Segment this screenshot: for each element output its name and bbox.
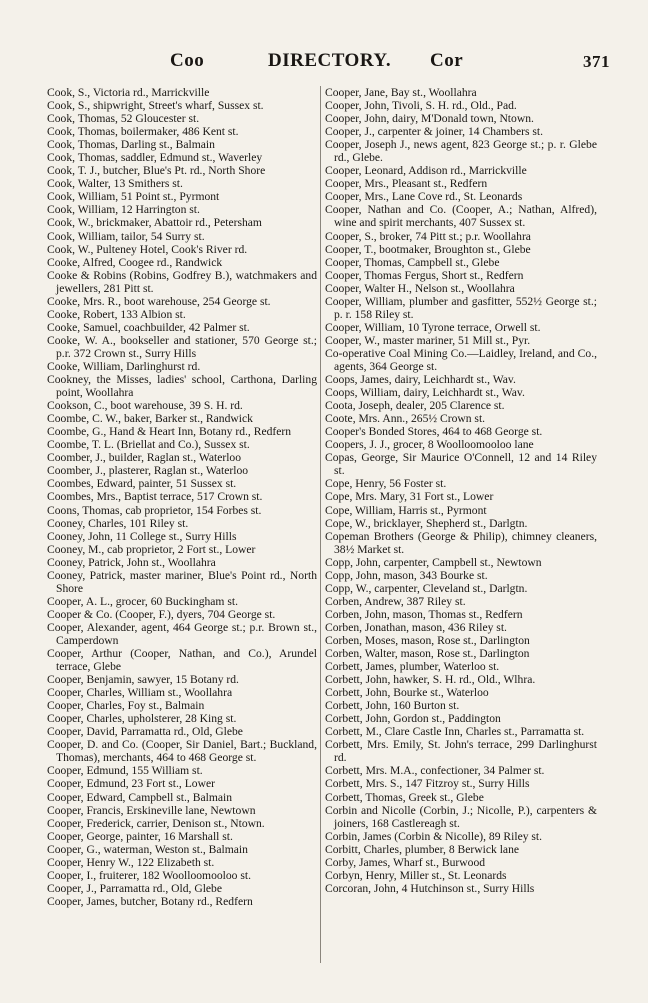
page-number: 371 bbox=[583, 52, 610, 71]
directory-entry: Cooper, Arthur (Cooper, Nathan, and Co.), Arundel terrace, Glebe bbox=[47, 647, 317, 674]
directory-entry: Cook, W., Pulteney Hotel, Cook's River rd. bbox=[47, 242, 248, 256]
directory-entry: Cooper, David, Parramatta rd., Old, Glebe bbox=[47, 725, 243, 739]
directory-entry: Cooper, Charles, upholsterer, 28 King st. bbox=[47, 712, 237, 726]
directory-entry: Cooper, Benjamin, sawyer, 15 Botany rd. bbox=[47, 673, 239, 687]
directory-entry: Cooper, Mrs., Pleasant st., Redfern bbox=[325, 177, 488, 191]
directory-entry: Coombes, Edward, painter, 51 Sussex st. bbox=[47, 477, 237, 491]
directory-entry: Cook, William, tailor, 54 Surry st. bbox=[47, 229, 205, 243]
directory-entry: Cooney, Charles, 101 Riley st. bbox=[47, 516, 189, 530]
directory-entry: Cook, Walter, 13 Smithers st. bbox=[47, 177, 183, 191]
directory-entry: Cooper, Frederick, carrier, Denison st., Ntown. bbox=[47, 816, 265, 830]
directory-entry: Corbin, James (Corbin & Nicolle), 89 Riley st. bbox=[325, 829, 543, 843]
directory-entry: Cook, S., Victoria rd., Marrickville bbox=[47, 86, 210, 99]
directory-entry: Cooke, Alfred, Coogee rd., Randwick bbox=[47, 255, 223, 269]
directory-entry: Cooper, Edward, Campbell st., Balmain bbox=[47, 790, 233, 804]
directory-entry: Corbett, Mrs. Emily, St. John's terrace, 299 Darlinghurst rd. bbox=[325, 738, 597, 765]
directory-entry: Corby, James, Wharf st., Burwood bbox=[325, 855, 486, 869]
directory-entry: Cooper, William, 10 Tyrone terrace, Orwell st. bbox=[325, 320, 541, 334]
page-header bbox=[40, 50, 610, 80]
directory-entry: Copp, W., carpenter, Cleveland st., Darlgtn. bbox=[325, 581, 528, 595]
directory-entry: Coombe, G., Hand & Heart Inn, Botany rd., Redfern bbox=[47, 425, 292, 439]
directory-entry: Cope, Henry, 56 Foster st. bbox=[325, 477, 447, 491]
directory-entry: Cooper, Mrs., Lane Cove rd., St. Leonards bbox=[325, 190, 523, 204]
directory-entry: Corbett, John, 160 Burton st. bbox=[325, 699, 460, 713]
directory-entry: Coops, James, dairy, Leichhardt st., Wav. bbox=[325, 373, 516, 387]
column-divider bbox=[320, 86, 321, 963]
directory-entry: Cooke, William, Darlinghurst rd. bbox=[47, 359, 201, 373]
directory-entry: Copp, John, carpenter, Campbell st., Newtown bbox=[325, 555, 542, 569]
directory-entry: Corben, Jonathan, mason, 436 Riley st. bbox=[325, 620, 507, 634]
directory-entry: Cooper, Charles, William st., Woollahra bbox=[47, 686, 233, 700]
directory-entry: Cooke, Samuel, coachbuilder, 42 Palmer st. bbox=[47, 320, 250, 334]
directory-entry: Coops, William, dairy, Leichhardt st., Wav. bbox=[325, 386, 525, 400]
directory-entry: Cookney, the Misses, ladies' school, Carthona, Darling point, Woollahra bbox=[47, 373, 317, 400]
directory-entry: Cooper, W., master mariner, 51 Mill st., Pyr. bbox=[325, 333, 531, 347]
directory-entry: Corben, Andrew, 387 Riley st. bbox=[325, 594, 466, 608]
directory-entry: Corbett, John, Bourke st., Waterloo bbox=[325, 686, 489, 700]
directory-entry: Corbett, John, hawker, S. H. rd., Old., Wlhra. bbox=[325, 673, 536, 687]
directory-entry: Corbett, Mrs. M.A., confectioner, 34 Palmer st. bbox=[325, 764, 545, 778]
directory-entry: Co-operative Coal Mining Co.—Laidley, Ireland, and Co., agents, 364 George st. bbox=[325, 346, 597, 373]
directory-entry: Corben, Walter, mason, Rose st., Darlington bbox=[325, 647, 530, 661]
directory-entry: Cooney, Patrick, John st., Woollahra bbox=[47, 555, 216, 569]
directory-entry: Corbyn, Henry, Miller st., St. Leonards bbox=[325, 868, 507, 882]
directory-entry: Cooper, J., carpenter & joiner, 14 Chambers st. bbox=[325, 125, 544, 139]
directory-entry: Cooke, Mrs. R., boot warehouse, 254 George st. bbox=[47, 294, 271, 308]
directory-entry: Cooper, Francis, Erskineville lane, Newtown bbox=[47, 803, 256, 817]
directory-entry: Copeman Brothers (George & Philip), chimney cleaners, 38½ Market st. bbox=[325, 529, 597, 556]
directory-entry: Corbett, James, plumber, Waterloo st. bbox=[325, 660, 500, 674]
directory-entry: Cooper, John, dairy, M'Donald town, Ntown. bbox=[325, 112, 534, 126]
directory-entry: Cooper, G., waterman, Weston st., Balmain bbox=[47, 842, 248, 856]
directory-entry: Cooper, D. and Co. (Cooper, Sir Daniel, Bart.; Buckland, Thomas), merchants, 464 to 468 George st. bbox=[47, 738, 317, 765]
directory-entry: Corbin and Nicolle (Corbin, J.; Nicolle, P.), carpenters & joiners, 168 Castlereagh st. bbox=[325, 803, 597, 830]
directory-entry: Coons, Thomas, cab proprietor, 154 Forbes st. bbox=[47, 503, 262, 517]
directory-entry: Cooper, Walter H., Nelson st., Woollahra bbox=[325, 281, 515, 295]
directory-entry: Cooper, Thomas, Campbell st., Glebe bbox=[325, 255, 500, 269]
directory-entry: Cooper, Jane, Bay st., Woollahra bbox=[325, 86, 477, 99]
header-title: DIRECTORY. bbox=[268, 50, 392, 71]
directory-entry: Coota, Joseph, dealer, 205 Clarence st. bbox=[325, 399, 505, 413]
directory-entry: Cooper, John, Tivoli, S. H. rd., Old., Pad. bbox=[325, 99, 517, 113]
directory-entry: Cook, William, 12 Harrington st. bbox=[47, 203, 200, 217]
directory-entry: Cooper, Charles, Foy st., Balmain bbox=[47, 699, 205, 713]
directory-entry: Cooper's Bonded Stores, 464 to 468 George st. bbox=[325, 425, 543, 439]
directory-entry: Cooper, Leonard, Addison rd., Marrickville bbox=[325, 164, 527, 178]
directory-entry: Cook, Thomas, boilermaker, 486 Kent st. bbox=[47, 125, 239, 139]
header-left-word: Coo bbox=[170, 50, 205, 71]
directory-entry: Cooke, Robert, 133 Albion st. bbox=[47, 307, 186, 321]
directory-entry: Cooper, Alexander, agent, 464 George st.; p.r. Brown st., Camperdown bbox=[47, 620, 317, 647]
directory-entry: Cooney, M., cab proprietor, 2 Fort st., Lower bbox=[47, 542, 256, 556]
header-right-word: Cor bbox=[430, 50, 464, 71]
directory-entry: Corbett, Thomas, Greek st., Glebe bbox=[325, 790, 484, 804]
directory-entry: Cook, S., shipwright, Street's wharf, Sussex st. bbox=[47, 99, 264, 113]
directory-entry: Cook, Thomas, saddler, Edmund st., Waverley bbox=[47, 151, 263, 165]
right-column bbox=[325, 86, 597, 895]
left-column bbox=[47, 86, 317, 908]
directory-entry: Cooper, J., Parramatta rd., Old, Glebe bbox=[47, 881, 223, 895]
directory-entry: Corben, John, mason, Thomas st., Redfern bbox=[325, 607, 523, 621]
directory-entry: Copp, John, mason, 343 Bourke st. bbox=[325, 568, 488, 582]
directory-entry: Cooper, William, plumber and gasfitter, 552½ George st.; p. r. 158 Riley st. bbox=[325, 294, 597, 321]
directory-entry: Cook, Thomas, 52 Gloucester st. bbox=[47, 112, 200, 126]
directory-entry: Cope, W., bricklayer, Shepherd st., Darlgtn. bbox=[325, 516, 528, 530]
directory-entry: Cooke & Robins (Robins, Godfrey B.), watchmakers and jewellers, 281 Pitt st. bbox=[47, 268, 317, 295]
directory-entry: Cooper, T., bootmaker, Broughton st., Glebe bbox=[325, 242, 531, 256]
directory-entry: Coombe, T. L. (Briellat and Co.), Sussex st. bbox=[47, 438, 250, 452]
directory-entry: Cooney, John, 11 College st., Surry Hills bbox=[47, 529, 237, 543]
directory-entry: Cooper, I., fruiterer, 182 Woolloomooloo st. bbox=[47, 868, 252, 882]
directory-entry: Coomber, J., builder, Raglan st., Waterloo bbox=[47, 451, 242, 465]
directory-entry: Corcoran, John, 4 Hutchinson st., Surry Hills bbox=[325, 881, 535, 895]
directory-entry: Cooke, W. A., bookseller and stationer, 570 George st.; p.r. 372 Crown st., Surry Hills bbox=[47, 333, 317, 360]
directory-entry: Cooney, Patrick, master mariner, Blue's Point rd., North Shore bbox=[47, 568, 317, 595]
directory-entry: Corbett, John, Gordon st., Paddington bbox=[325, 712, 501, 726]
directory-entry: Cooper & Co. (Cooper, F.), dyers, 704 George st. bbox=[47, 607, 276, 621]
directory-entry: Cook, Thomas, Darling st., Balmain bbox=[47, 138, 215, 152]
directory-entry: Cook, T. J., butcher, Blue's Pt. rd., North Shore bbox=[47, 164, 266, 178]
directory-entry: Corben, Moses, mason, Rose st., Darlington bbox=[325, 633, 530, 647]
directory-entry: Cooper, S., broker, 74 Pitt st.; p.r. Woollahra bbox=[325, 229, 531, 243]
directory-entry: Cope, William, Harris st., Pyrmont bbox=[325, 503, 487, 517]
directory-entry: Corbett, M., Clare Castle Inn, Charles st., Parramatta st. bbox=[325, 725, 585, 739]
directory-entry: Coomber, J., plasterer, Raglan st., Waterloo bbox=[47, 464, 249, 478]
directory-entry: Cook, William, 51 Point st., Pyrmont bbox=[47, 190, 220, 204]
directory-entry: Cooper, A. L., grocer, 60 Buckingham st. bbox=[47, 594, 238, 608]
directory-entry: Coombes, Mrs., Baptist terrace, 517 Crown st. bbox=[47, 490, 263, 504]
directory-entry: Cooper, Edmund, 23 Fort st., Lower bbox=[47, 777, 215, 791]
directory-entry: Cooper, Nathan and Co. (Cooper, A.; Nathan, Alfred), wine and spirit merchants, 407 Sussex st. bbox=[325, 203, 597, 230]
directory-entry: Corbitt, Charles, plumber, 8 Berwick lane bbox=[325, 842, 520, 856]
directory-entry: Cooper, James, butcher, Botany rd., Redfern bbox=[47, 894, 253, 908]
directory-entry: Coopers, J. J., grocer, 8 Woolloomooloo lane bbox=[325, 438, 534, 452]
directory-entry: Cooper, Joseph J., news agent, 823 George st.; p. r. Glebe rd., Glebe. bbox=[325, 138, 597, 165]
directory-entry: Coombe, C. W., baker, Barker st., Randwick bbox=[47, 412, 253, 426]
directory-entry: Cook, W., brickmaker, Abattoir rd., Petersham bbox=[47, 216, 262, 230]
directory-entry: Cope, Mrs. Mary, 31 Fort st., Lower bbox=[325, 490, 494, 504]
directory-entry: Cooper, George, painter, 16 Marshall st. bbox=[47, 829, 233, 843]
directory-entry: Copas, George, Sir Maurice O'Connell, 12 and 14 Riley st. bbox=[325, 451, 597, 478]
directory-entry: Coote, Mrs. Ann., 265½ Crown st. bbox=[325, 412, 486, 426]
directory-entry: Cooper, Henry W., 122 Elizabeth st. bbox=[47, 855, 215, 869]
directory-entry: Corbett, Mrs. S., 147 Fitzroy st., Surry Hills bbox=[325, 777, 530, 791]
directory-entry: Cooper, Edmund, 155 William st. bbox=[47, 764, 203, 778]
directory-entry: Cookson, C., boot warehouse, 39 S. H. rd. bbox=[47, 399, 243, 413]
directory-entry: Cooper, Thomas Fergus, Short st., Redfern bbox=[325, 268, 524, 282]
